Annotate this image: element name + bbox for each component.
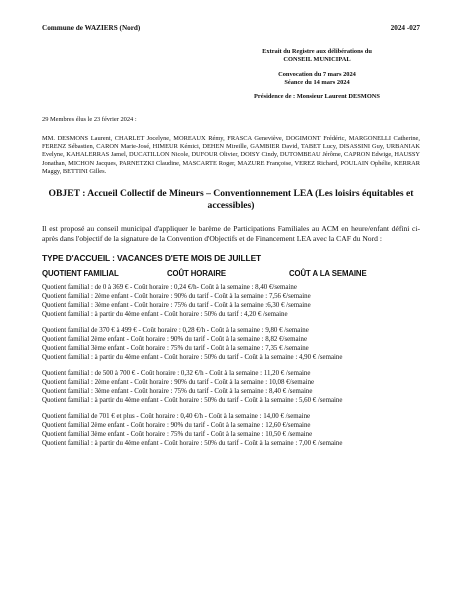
column-headers <box>42 269 420 278</box>
deliberation-ref: 2024 -027 <box>390 24 420 32</box>
objet-title: OBJET : Accueil Collectif de Mineurs – Conventionnement LEA (Les loisirs équitables et accessibles) <box>48 188 414 212</box>
extract-block <box>242 48 392 102</box>
tariff-line: Quotient familial : à partir du 4ème enfant - Coût horaire : 50% du tarif - Coût à la semaine : 7,00 € /semaine <box>42 439 343 447</box>
tariff-line: Quotient familial 3ème enfant - Coût horaire : 75% du tarif - Coût à la semaine : 7,35 € /semaine <box>42 345 309 353</box>
tariff-line: Quotient familial : 2ème enfant - Coût horaire : 90% du tarif - Coût à la semaine : 10,08 €/semaine <box>42 378 315 386</box>
col-cout-horaire: COÛT HORAIRE <box>167 269 227 279</box>
page-header <box>42 24 420 32</box>
type-accueil: TYPE D'ACCUEIL : VACANCES D'ETE MOIS DE JUILLET <box>42 253 262 264</box>
tariff-line: Quotient familial de 701 € et plus - Coût horaire : 0,40 €/h - Coût à la semaine : 14,00 € /semaine <box>42 412 311 420</box>
col-cout-semaine: COÛT A LA SEMAINE <box>289 269 367 279</box>
extract-line1: Extrait du Registre aux délibérations du <box>262 48 372 55</box>
members-intro: 29 Membres élus le 23 février 2024 : <box>42 115 137 123</box>
tariff-group-3 <box>42 370 420 406</box>
tariff-group-4 <box>42 413 420 449</box>
tariff-line: Quotient familial 2ème enfant - Coût horaire : 90% du tarif - Coût à la semaine : 8,82 €/semaine <box>42 336 308 344</box>
tariff-line: Quotient familial : à partir du 4ème enfant - Coût horaire : 50% du tarif - Coût à la semaine : 4,90 € /semaine <box>42 354 343 361</box>
extract-line2: CONSEIL MUNICIPAL <box>283 56 351 64</box>
intro-paragraph: Il est proposé au conseil municipal d'appliquer le barème de Participations Familiales au ACM en heure/enfant défini ci-après dans l'objectif de la signature de la Convention d'Objectifs et de Financement LEA avec la CAF du Nord : <box>42 224 420 243</box>
seance-date: Séance du 14 mars 2024 <box>284 78 350 86</box>
tariff-line: Quotient familial : à partir du 4ème enfant - Coût horaire : 50% du tarif : 4,20 € /semaine <box>42 311 288 319</box>
tariff-rows <box>42 284 420 449</box>
tariff-line: Quotient familial : de 500 à 700 € - Coût horaire : 0,32 €/h - Coût à la semaine : 11,20 € /semaine <box>42 369 311 377</box>
members-list: MM. DESMONS Laurent, CHARLET Jocelyne, MOREAUX Rémy, FRASCA Geneviève, DOGIMONT Frédéric, MARGONELLI Catherine, FERENZ Sébastien, CARON Marie-José, HIMEUR Kémici, DEHEN Mireille, GAMBIER David, TABET Lucy, DISASSINI Guy, URBANIAK Evelyne, KAHALERRAS Jamel, DUCATILLON Nicole, DUFOUR Olivier, DOISY Cindy, DUTOMBEAU Jérôme, CAPRON Edwige, HAUSSY Jonathan, MICHON Jacques, PARNETZKI Claudine, MASCARTE Roger, MAZURE Françoise, VEREZ Richard, POULAIN Ophélie, KERRAR Maggy, BETTINI Gilles. <box>42 134 420 175</box>
tariff-line: Quotient familial 2ème enfant - Coût horaire : 90% du tarif - Coût à la semaine : 12,60 €/semaine <box>42 421 311 429</box>
tariff-group-1 <box>42 284 420 320</box>
col-quotient: QUOTIENT FAMILIAL <box>42 269 119 279</box>
tariff-line: Quotient familial : à partir du 4ème enfant - Coût horaire : 50% du tarif - Coût à la semaine : 5,60 € /semaine <box>42 396 343 404</box>
presidence: Présidence de : Monsieur Laurent DESMONS <box>254 93 380 101</box>
commune-name: Commune de WAZIERS (Nord) <box>42 24 141 32</box>
tariff-line: Quotient familial : 2ème enfant - Coût horaire : 90% du tarif - Coût à la semaine : 7,56 €/semaine <box>42 293 311 301</box>
tariff-group-2 <box>42 327 420 363</box>
tariff-line: Quotient familial de 370 € à 499 € - Coût horaire : 0,28 €/h - Coût à la semaine : 9,80 € /semaine <box>42 327 309 335</box>
tariff-line: Quotient familial : 3ème enfant - Coût horaire : 75% du tarif - Coût à la semaine :6,30 € /semaine <box>42 302 311 310</box>
tariff-line: Quotient familial : 3ème enfant - Coût horaire : 75% du tarif - Coût à la semaine : 8,40 € /semaine <box>42 387 313 395</box>
convocation-date: Convocation du 7 mars 2024 <box>278 70 356 78</box>
tariff-line: Quotient familial 3ème enfant - Coût horaire : 75% du tarif - Coût à la semaine : 10,50 € /semaine <box>42 430 313 438</box>
tariff-line: Quotient familial : de 0 à 369 € - Coût horaire : 0,24 €/h- Coût à la semaine : 8,40 €/semaine <box>42 284 297 292</box>
